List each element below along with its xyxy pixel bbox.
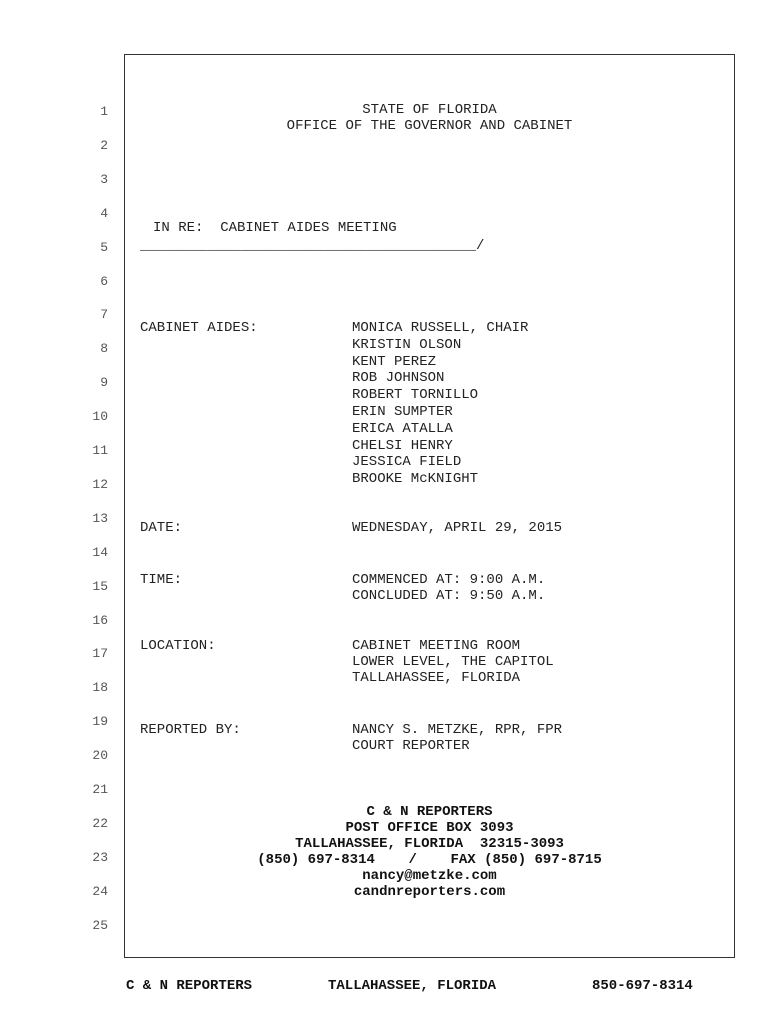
location-line: TALLAHASSEE, FLORIDA: [352, 670, 521, 686]
footer-city: TALLAHASSEE, FLORIDA: [328, 978, 497, 994]
cabinet-aide-name: ERIN SUMPTER: [352, 404, 453, 420]
line-number: 11: [92, 443, 108, 458]
cabinet-aide-name: JESSICA FIELD: [352, 454, 462, 471]
cabinet-aide-name: ROBERT TORNILLO: [352, 387, 479, 404]
line-number: 4: [100, 205, 108, 221]
line-number: 25: [92, 917, 108, 933]
reporter-website: candnreporters.com: [353, 884, 506, 900]
reporter-email: nancy@metzke.com: [362, 868, 497, 884]
line-number: 12: [92, 476, 108, 492]
line-number: 19: [92, 714, 108, 730]
cabinet-aide-name: KENT PEREZ: [352, 353, 437, 370]
line-number: 1: [100, 104, 108, 119]
reporter-name: NANCY S. METZKE, RPR, FPR: [352, 722, 563, 738]
location-label: LOCATION:: [140, 638, 216, 654]
line-number: 14: [92, 544, 108, 560]
line-number: 16: [92, 612, 108, 628]
reporter-po-box: POST OFFICE BOX 3093: [345, 820, 514, 836]
line-number: 5: [100, 239, 108, 255]
footer-company: C & N REPORTERS: [126, 978, 253, 994]
time-commenced: COMMENCED AT: 9:00 A.M.: [352, 572, 546, 588]
reporter-city: TALLAHASSEE, FLORIDA 32315-3093: [295, 836, 564, 852]
line-number: 2: [100, 137, 108, 153]
line-number: 17: [92, 646, 108, 662]
in-re-caption: IN RE: CABINET AIDES MEETING: [153, 220, 397, 236]
line-number: 15: [92, 578, 108, 594]
footer-phone: 850-697-8314: [592, 978, 693, 994]
date-value: WEDNESDAY, APRIL 29, 2015: [352, 520, 563, 536]
line-number: 24: [92, 883, 108, 899]
cabinet-aide-name: ROB JOHNSON: [352, 370, 445, 387]
time-concluded: CONCLUDED AT: 9:50 A.M.: [352, 588, 546, 604]
cabinet-aide-name: CHELSI HENRY: [352, 437, 453, 454]
reporter-title: COURT REPORTER: [352, 738, 470, 754]
line-number: 7: [100, 307, 108, 323]
reporter-phones: (850) 697-8314 / FAX (850) 697-8715: [257, 852, 602, 868]
cabinet-aide-name: BROOKE McKNIGHT: [352, 471, 479, 488]
line-number: 3: [100, 171, 108, 187]
line-number: 18: [92, 680, 108, 696]
reporter-company: C & N REPORTERS: [366, 804, 493, 820]
line-number: 21: [92, 782, 108, 797]
line-number: 22: [92, 815, 108, 831]
location-line: LOWER LEVEL, THE CAPITOL: [352, 654, 554, 670]
cabinet-aide-name: KRISTIN OLSON: [352, 336, 462, 353]
line-number: 6: [100, 273, 108, 289]
reported-by-label: REPORTED BY:: [140, 722, 241, 738]
line-number: 23: [92, 849, 108, 865]
line-number: 9: [100, 375, 108, 391]
cabinet-aides-label: CABINET AIDES:: [140, 320, 258, 336]
heading-office: OFFICE OF THE GOVERNOR AND CABINET: [286, 118, 573, 134]
line-number: 13: [92, 510, 108, 526]
in-re-rule: ________________________________________/: [140, 238, 485, 254]
date-label: DATE:: [140, 520, 183, 536]
cabinet-aide-name: MONICA RUSSELL, CHAIR: [352, 320, 529, 336]
location-line: CABINET MEETING ROOM: [352, 638, 521, 654]
time-label: TIME:: [140, 572, 183, 588]
heading-state: STATE OF FLORIDA: [362, 102, 497, 118]
line-number: 10: [92, 409, 108, 425]
line-number: 8: [100, 341, 108, 357]
cabinet-aide-name: ERICA ATALLA: [352, 420, 453, 437]
line-number: 20: [92, 748, 108, 764]
